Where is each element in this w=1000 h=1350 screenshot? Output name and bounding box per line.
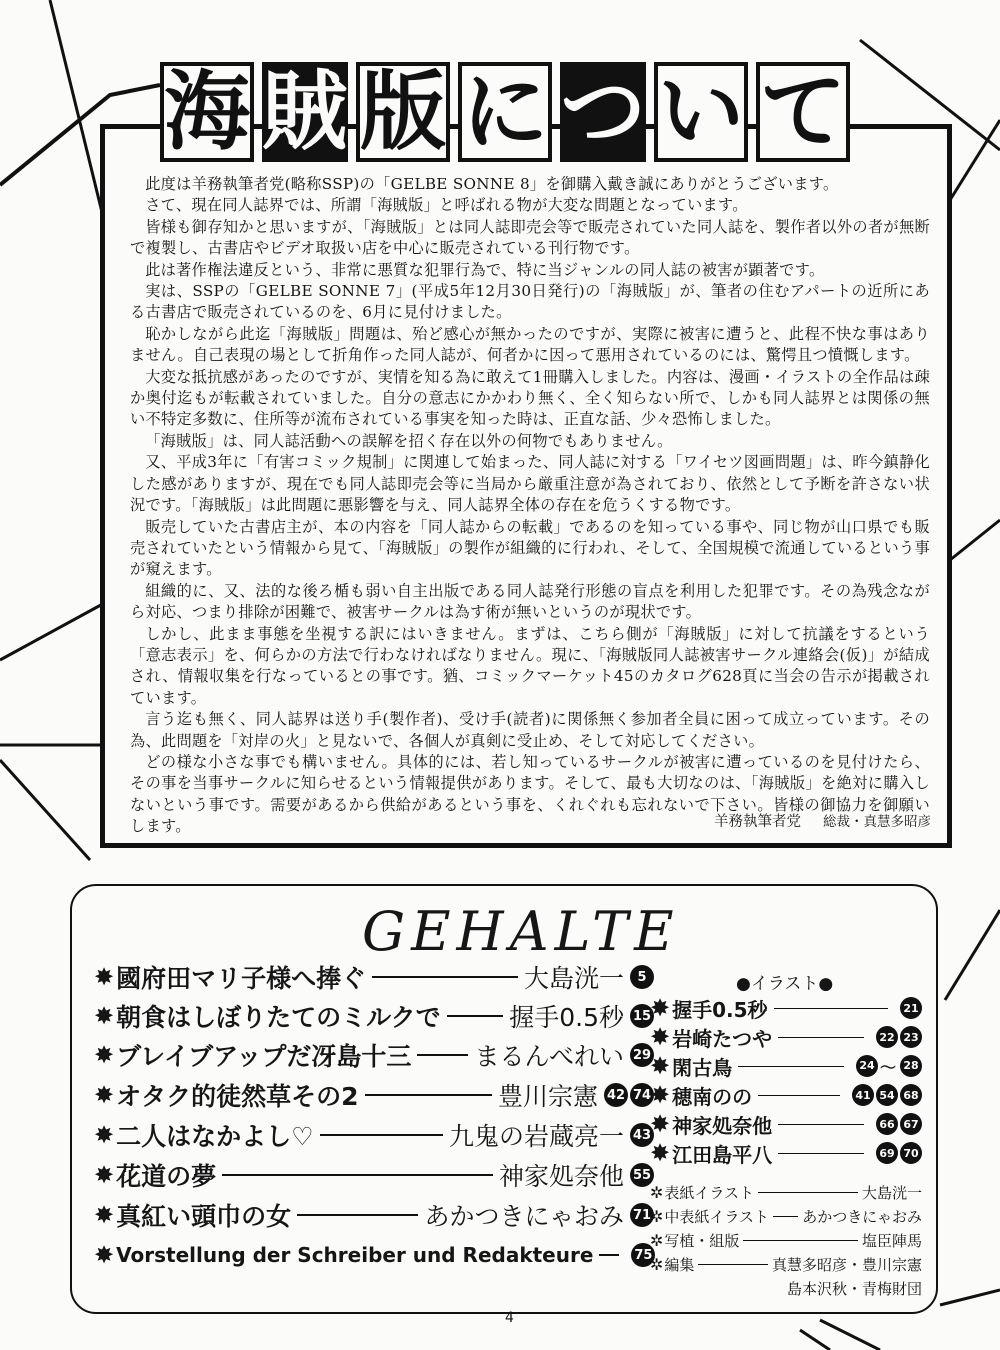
leader-line — [738, 1066, 844, 1067]
page-refs — [628, 965, 654, 989]
story-author: 大島洸一 — [523, 964, 624, 993]
title-char: い — [654, 62, 748, 162]
credit-role: 中表紙イラスト — [664, 1207, 769, 1226]
article-paragraph: 又、平成3年に「有害コミック規制」に関連して始まった、同人誌に対する「ワイセツ図画問題」は、昨今鎮静化した感がありますが、現在でも同人誌即売会等に当局から厳重注意が為されており、依然として予断を許さない状況です。「海賊版」は此問題に悪影響を与え、同人誌界全体の存在を危うくする物です。 — [130, 453, 930, 515]
illustrator-name: 岩崎たつや — [672, 1026, 773, 1051]
story-title: Vorstellung der Schreiber und Redakteure — [116, 1243, 594, 1267]
illustration-row — [650, 1139, 922, 1167]
title-char: に — [458, 62, 552, 162]
article-paragraph: 組織的に、又、法的な後ろ楯も弱い自主出版である同人誌発行形態の盲点を利用した犯罪です。その為残念ながら対応、つまり排除が困難で、被害サークルは為す術が無いというのが現状です。 — [130, 581, 930, 622]
story-author: 九鬼の岩蔵亮一 — [448, 1122, 624, 1151]
star-icon: ✸ — [94, 1002, 115, 1030]
illustrator-name: 江田島平八 — [672, 1142, 773, 1167]
page-number-badge: 69 — [876, 1142, 898, 1164]
page-number-badge: 23 — [900, 1026, 922, 1048]
range-separator: 〜 — [879, 1057, 896, 1077]
credit-name: 大島洸一 — [861, 1183, 922, 1202]
article-paragraph: しかし、此まま事態を坐視する訳にはいきません。まずは、こちら側が「海賊版」に対して抗議をするという「意志表示」を、何らかの方法で行わなければなりません。現に、「海賊版同人誌被害サークル連絡会(仮)」が結成され、情報収集を行なっているとの事です。猶、コミックマーケット45のカタログ628頁に当会の告示が掲載されています。 — [130, 624, 930, 707]
credit-row — [650, 1252, 922, 1276]
leader-line — [743, 1240, 858, 1241]
page-number-badge: 55 — [630, 1163, 654, 1187]
credit-role: 写植・組版 — [664, 1231, 740, 1250]
star-icon: ✸ — [650, 1110, 671, 1138]
leader-line — [599, 1254, 619, 1256]
article-paragraph: 言う迄も無く、同人誌界は送り手(製作者)、受け手(読者)に関係無く参加者全員に困って成立っています。その為、此問題を「対岸の火」と見ないで、各個人が真剣に受止め、そして対応してください。 — [130, 710, 930, 750]
leader-line — [297, 1214, 418, 1216]
star-icon: ✸ — [650, 994, 671, 1022]
story-title: 朝食はしぼりたてのミルクで — [116, 1003, 441, 1032]
page-refs — [874, 1142, 922, 1164]
illustrations-heading: ●イラスト● — [736, 974, 834, 994]
story-author: 神家処奈他 — [498, 1162, 624, 1191]
contents-heading: GEHALTE — [362, 900, 680, 963]
illustration-row — [650, 1052, 922, 1080]
article-paragraph: さて、現在同人誌界では、所謂「海賊版」と呼ばれる物が大変な問題となっています。 — [145, 196, 748, 215]
credit-row — [650, 1228, 922, 1252]
contents-box — [70, 884, 938, 1314]
title-char: 海 — [160, 62, 254, 162]
star-icon: ✸ — [94, 1201, 115, 1229]
illustration-row — [650, 1110, 922, 1138]
page-number-badge: 66 — [876, 1113, 898, 1135]
star-icon: ✸ — [650, 1081, 671, 1109]
story-title: ブレイブアップだ冴島十三 — [116, 1042, 412, 1071]
page-number-badge: 21 — [900, 997, 922, 1019]
article-paragraph: 此は著作権法違反という、非常に悪質な犯罪行為で、特に当ジャンルの同人誌の被害が顕著です。 — [145, 260, 825, 279]
article-paragraph: 実は、SSPの「GELBE SONNE 7」(平成5年12月30日発行)の「海賊版」が、筆者の住むアパートの近所にある古書店で販売されているのを、6月に見付けました。 — [130, 282, 930, 322]
article-paragraph: 皆様も御存知かと思いますが、「海賊版」とは同人誌即売会等で販売されていた同人誌を、製作者以外の者が無断で複製し、古書店やビデオ取扱い店を中心に販売されている刊行物です。 — [130, 217, 930, 258]
star-icon: ✸ — [94, 1161, 115, 1189]
leader-line — [417, 1054, 468, 1056]
page-refs — [898, 997, 922, 1019]
story-title: 國府田マリ子様へ捧ぐ — [116, 964, 367, 993]
page-number-badge: 42 — [604, 1083, 628, 1107]
page-refs — [850, 1084, 922, 1106]
page-number-badge: 71 — [630, 1203, 654, 1227]
story-row — [94, 1156, 654, 1194]
credit-star-icon: ✲ — [650, 1254, 664, 1274]
page-refs — [874, 1113, 922, 1135]
title-char: つ — [560, 62, 646, 162]
page-number-badge: 29 — [630, 1043, 654, 1067]
credit-role: 表紙イラスト — [664, 1183, 754, 1202]
story-author: 握手0.5秒 — [509, 1003, 624, 1032]
story-row — [94, 1076, 654, 1114]
page-refs — [602, 1083, 654, 1107]
page-refs — [874, 1026, 922, 1048]
story-author: まるんべれい — [474, 1042, 624, 1071]
illustration-row — [650, 1081, 922, 1109]
story-row — [94, 997, 654, 1035]
page-number-badge: 67 — [900, 1113, 922, 1135]
star-icon: ✸ — [94, 1081, 115, 1109]
leader-line — [774, 1008, 888, 1009]
signature-org: 羊務執筆者党 — [714, 814, 801, 830]
credit-name: 塩臣陣馬 — [861, 1231, 922, 1250]
page-refs — [854, 1055, 922, 1078]
page-number-badge: 54 — [876, 1084, 898, 1106]
star-icon: ✸ — [650, 1023, 671, 1051]
title-char: 版 — [356, 62, 450, 162]
story-row — [94, 1116, 654, 1154]
page-number-badge: 43 — [630, 1123, 654, 1147]
star-icon: ✸ — [94, 1121, 115, 1149]
credits-extra: 島本沢秋・青梅財団 — [786, 1280, 922, 1298]
story-row — [94, 958, 654, 996]
leader-line — [758, 1192, 858, 1193]
page-number-badge: 41 — [852, 1084, 874, 1106]
page-number-badge: 74 — [630, 1083, 654, 1107]
leader-line — [758, 1095, 840, 1096]
page-number-badge: 70 — [900, 1142, 922, 1164]
leader-line — [447, 1015, 504, 1017]
leader-line — [698, 1264, 768, 1265]
illustrator-name: 神家処奈他 — [672, 1113, 773, 1138]
story-row — [94, 1236, 654, 1274]
article-box — [100, 124, 952, 848]
signature-person: 総裁・真慧多昭彦 — [823, 814, 931, 830]
leader-line — [320, 1134, 443, 1136]
leader-line — [778, 1153, 864, 1154]
star-icon: ✸ — [94, 963, 115, 991]
leader-line — [778, 1037, 864, 1038]
illustrator-name: 握手0.5秒 — [672, 997, 768, 1022]
page-number-badge: 22 — [876, 1026, 898, 1048]
leader-line — [773, 1216, 798, 1217]
star-icon: ✸ — [94, 1241, 115, 1269]
leader-line — [365, 1094, 492, 1096]
story-author: 豊川宗憲 — [497, 1082, 598, 1111]
story-author: あかつきにゃおみ — [424, 1202, 624, 1231]
story-title: 二人はなかよし♡ — [116, 1122, 314, 1151]
credit-role: 編集 — [664, 1255, 695, 1274]
leader-line — [222, 1174, 493, 1176]
title-char: て — [756, 62, 850, 162]
page-number-badge: 68 — [900, 1084, 922, 1106]
illustrator-name: 閑古鳥 — [672, 1055, 733, 1080]
article-paragraph: 大変な抵抗感があったのですが、実情を知る為に敢えて1冊購入しました。内容は、漫画・イラストの全作品は疎か奥付迄もが転載されていました。自分の意志にかかわり無く、全く知らない所で、しかも同人誌界とは関係の無い不特定多数に、住所等が流布されている事実を知った時は、正直な話、少々恐怖しました。 — [130, 367, 930, 429]
leader-line — [372, 976, 518, 978]
page-number-badge: 15 — [630, 1004, 654, 1028]
illustrator-name: 穂南のの — [672, 1084, 753, 1109]
article-paragraph: 「海賊版」は、同人誌活動への誤解を招く存在以外の何物でもありません。 — [145, 431, 673, 450]
page-number: 4 — [505, 1310, 514, 1326]
story-title: 真紅い頭巾の女 — [116, 1202, 292, 1231]
star-icon: ✸ — [650, 1139, 671, 1167]
article-body — [130, 174, 930, 838]
page-number-badge: 24 — [856, 1055, 878, 1077]
page-number-badge: 5 — [630, 965, 654, 989]
story-title: オタク的徒然草その2 — [116, 1082, 359, 1111]
credit-star-icon: ✲ — [650, 1206, 664, 1226]
page-number-badge: 28 — [900, 1055, 922, 1077]
illustration-row — [650, 1023, 922, 1051]
credit-row — [650, 1204, 922, 1228]
illustration-row — [650, 994, 922, 1022]
page-number-badge: 75 — [631, 1243, 655, 1267]
star-icon: ✸ — [650, 1052, 671, 1080]
story-title: 花道の夢 — [116, 1162, 217, 1191]
article-paragraph: 恥かしながら此迄「海賊版」問題は、殆ど感心が無かったのですが、実際に被害に遭うと、此程不快な事はありません。自己表現の場として折角作った同人誌が、何者かに因って悪用されているのには、驚愕且つ憤慨します。 — [130, 324, 930, 365]
title-char: 賊 — [262, 62, 348, 162]
credit-star-icon: ✲ — [650, 1182, 664, 1202]
signature — [714, 810, 931, 831]
article-paragraph: どの様な小さな事でも構いません。具体的には、若し知っているサークルが被害に遭っているのを見付けたら、その事を当事サークルに知らせるという情報提供があります。そして、最も大切なのは、「海賊版」を絶対に購入しないという事です。需要があるから供給があるという事を、くれぐれも忘れないで下さい。皆様の御協力を御願いします。 — [130, 752, 930, 836]
credit-row — [650, 1180, 922, 1204]
credit-star-icon: ✲ — [650, 1230, 664, 1250]
story-row — [94, 1036, 654, 1074]
star-icon: ✸ — [94, 1041, 115, 1069]
story-row — [94, 1196, 654, 1234]
page-title — [160, 62, 846, 162]
article-paragraph: 此度は羊務執筆者党(略称SSP)の「GELBE SONNE 8」を御購入戴き誠にありがとうございます。 — [145, 175, 839, 193]
leader-line — [778, 1124, 864, 1125]
credit-name: あかつきにゃおみ — [802, 1207, 922, 1226]
article-paragraph: 販売していた古書店主が、本の内容を「同人誌からの転載」であるのを知っている事や、同じ物が山口県でも販売されていたという情報から見て、「海賊版」の製作が組織的に行われ、そして、全国規模で流通しているという事が窺えます。 — [130, 517, 930, 579]
credit-name: 真慧多昭彦・豊川宗憲 — [771, 1255, 922, 1274]
